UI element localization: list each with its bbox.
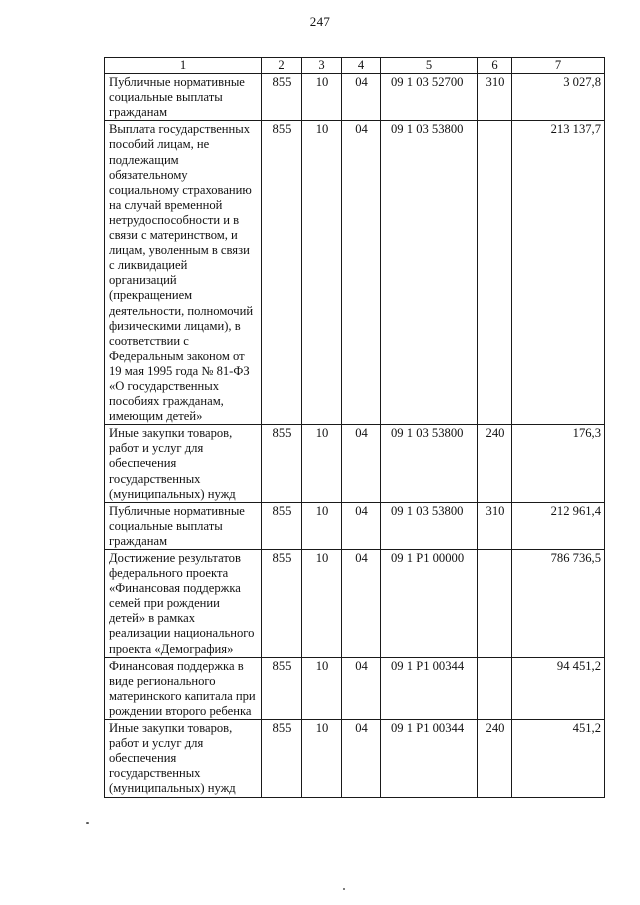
table-row xyxy=(105,74,605,121)
subsection-cell: 04 xyxy=(342,74,381,121)
section-cell: 10 xyxy=(302,74,342,121)
expense-type-cell: 240 xyxy=(478,720,512,797)
row-name-cell: Выплата государственных пособий лицам, не подлежащим обязательному социальному страхованию на случай временной нетрудоспособности и в связи с материнством, и лицам, уволенным в связи с ликвидацией организаций (прекращением деятельности, полномочий физическими лицами), в соответствии с Федеральным законом от 19 мая 1995 года № 81-ФЗ «О государственных пособиях гражданам, имеющим детей» xyxy=(105,121,262,425)
scan-speck xyxy=(343,888,345,890)
scan-speck xyxy=(86,822,89,824)
section-cell: 10 xyxy=(302,550,342,658)
grbs-cell: 855 xyxy=(262,74,302,121)
expense-type-cell xyxy=(478,121,512,425)
target-article-cell: 09 1 03 52700 xyxy=(381,74,478,121)
target-article-cell: 09 1 03 53800 xyxy=(381,121,478,425)
grbs-cell: 855 xyxy=(262,502,302,549)
grbs-cell: 855 xyxy=(262,550,302,658)
row-name-cell: Иные закупки товаров, работ и услуг для обеспечения государственных (муниципальных) нужд xyxy=(105,720,262,797)
page-number: 247 xyxy=(309,14,331,29)
column-header: 1 xyxy=(105,58,262,74)
expense-type-cell xyxy=(478,657,512,719)
column-header: 7 xyxy=(512,58,605,74)
subsection-cell: 04 xyxy=(342,720,381,797)
table-row xyxy=(105,720,605,797)
grbs-cell: 855 xyxy=(262,121,302,425)
target-article-cell: 09 1 03 53800 xyxy=(381,425,478,502)
section-cell: 10 xyxy=(302,720,342,797)
section-cell: 10 xyxy=(302,502,342,549)
budget-table xyxy=(104,57,605,798)
expense-type-cell xyxy=(478,550,512,658)
row-name-cell: Публичные нормативные социальные выплаты гражданам xyxy=(105,502,262,549)
grbs-cell: 855 xyxy=(262,657,302,719)
expense-type-cell: 310 xyxy=(478,502,512,549)
column-header: 4 xyxy=(342,58,381,74)
amount-cell: 213 137,7 xyxy=(512,121,605,425)
amount-cell: 786 736,5 xyxy=(512,550,605,658)
expense-type-cell: 310 xyxy=(478,74,512,121)
subsection-cell: 04 xyxy=(342,502,381,549)
target-article-cell: 09 1 03 53800 xyxy=(381,502,478,549)
section-cell: 10 xyxy=(302,657,342,719)
amount-cell: 94 451,2 xyxy=(512,657,605,719)
section-cell: 10 xyxy=(302,425,342,502)
row-name-cell: Публичные нормативные социальные выплаты гражданам xyxy=(105,74,262,121)
grbs-cell: 855 xyxy=(262,425,302,502)
table-row xyxy=(105,121,605,425)
amount-cell: 212 961,4 xyxy=(512,502,605,549)
subsection-cell: 04 xyxy=(342,425,381,502)
table-row xyxy=(105,502,605,549)
table-row xyxy=(105,425,605,502)
target-article-cell: 09 1 P1 00000 xyxy=(381,550,478,658)
subsection-cell: 04 xyxy=(342,657,381,719)
grbs-cell: 855 xyxy=(262,720,302,797)
amount-cell: 451,2 xyxy=(512,720,605,797)
column-header: 2 xyxy=(262,58,302,74)
target-article-cell: 09 1 P1 00344 xyxy=(381,657,478,719)
row-name-cell: Достижение результатов федерального проекта «Финансовая поддержка семей при рождении детей» в рамках реализации национального проекта «Демография» xyxy=(105,550,262,658)
section-cell: 10 xyxy=(302,121,342,425)
column-header: 5 xyxy=(381,58,478,74)
amount-cell: 3 027,8 xyxy=(512,74,605,121)
column-header: 3 xyxy=(302,58,342,74)
amount-cell: 176,3 xyxy=(512,425,605,502)
row-name-cell: Финансовая поддержка в виде регионального материнского капитала при рождении второго ребенка xyxy=(105,657,262,719)
expense-type-cell: 240 xyxy=(478,425,512,502)
target-article-cell: 09 1 P1 00344 xyxy=(381,720,478,797)
row-name-cell: Иные закупки товаров, работ и услуг для обеспечения государственных (муниципальных) нужд xyxy=(105,425,262,502)
subsection-cell: 04 xyxy=(342,550,381,658)
column-header: 6 xyxy=(478,58,512,74)
header-row xyxy=(105,58,605,74)
table-row xyxy=(105,550,605,658)
table-row xyxy=(105,657,605,719)
subsection-cell: 04 xyxy=(342,121,381,425)
